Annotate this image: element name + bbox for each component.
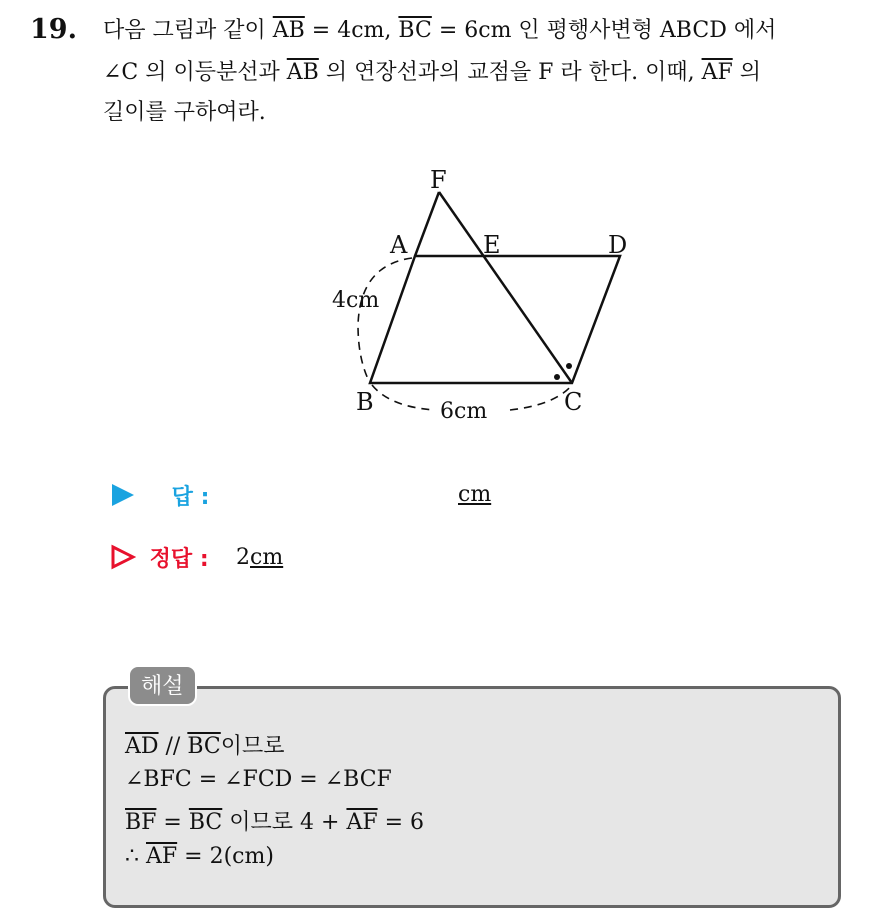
segment-af: $\overline{AF}$ xyxy=(701,60,733,85)
solution-line-2: ∠BFC = ∠FCD = ∠BCF xyxy=(125,767,392,792)
bisector-cf-line xyxy=(439,192,572,383)
solution-line-4: ∴ $\overline{AF} = 2(cm)$ xyxy=(125,844,274,869)
parallelogram-figure xyxy=(320,155,650,435)
dashed-arc-ab xyxy=(358,258,412,383)
segment-bf: $\overline{BF}$ xyxy=(125,810,157,835)
solution-line-3: $\overline{BF} = \overline{BC}$ 이므로 $4 + \overline{AF} = 6$ xyxy=(125,810,425,835)
solution-line-1: $\overline{AD} // \overline{BC}$이므로 xyxy=(125,734,285,759)
parallelogram-abcd xyxy=(370,256,620,383)
point-label-c: C xyxy=(564,388,583,416)
correct-answer-value: 2cm xyxy=(236,545,284,570)
segment-ab: $\overline{AB}$ xyxy=(272,18,305,43)
angle-mark-dot xyxy=(554,374,560,380)
correct-answer-row xyxy=(110,542,209,573)
segment-ad: $\overline{AD}$ xyxy=(125,734,159,759)
question-line-1: 다음 그림과 같이 $\overline{AB} = 4cm$, $\overline{BC} = 6cm$ 인 평행사변형 ABCD 에서 xyxy=(103,18,777,43)
segment-af-line xyxy=(415,192,439,256)
play-triangle-icon xyxy=(110,482,136,508)
point-label-e: E xyxy=(483,231,501,259)
question-number: 19. xyxy=(30,14,77,45)
point-label-b: B xyxy=(356,388,374,416)
side-label-bc: 6cm xyxy=(440,399,488,424)
segment-af: $\overline{AF}$ xyxy=(146,844,178,869)
point-label-a: A xyxy=(390,231,408,259)
solution-box xyxy=(103,686,841,908)
segment-bc: $\overline{BC}$ xyxy=(188,810,223,835)
question-line-2: ∠C 의 이등분선과 $\overline{AB}$ 의 연장선과의 교점을 F 라 한다. 이때, $\overline{AF}$ 의 xyxy=(103,60,761,85)
correct-answer-label: 정답 : xyxy=(149,547,209,572)
segment-bc: $\overline{BC}$ xyxy=(187,734,221,759)
dashed-arc-bc-right xyxy=(510,385,572,410)
answer-unit: cm xyxy=(458,482,492,507)
point-label-f: F xyxy=(430,166,447,194)
dashed-arc-bc xyxy=(372,385,435,410)
solution-tag: 해설 xyxy=(128,665,197,706)
angle-mark-dot xyxy=(566,363,572,369)
answer-row xyxy=(110,480,209,511)
outline-triangle-icon xyxy=(110,544,136,570)
answer-label: 답 : xyxy=(171,485,210,510)
segment-ab: $\overline{AB}$ xyxy=(286,60,319,85)
side-label-ab: 4cm xyxy=(332,288,380,313)
segment-bc: $\overline{BC}$ xyxy=(398,18,432,43)
point-label-d: D xyxy=(608,231,628,259)
question-line-3: 길이를 구하여라. xyxy=(103,100,266,125)
segment-af: $\overline{AF}$ xyxy=(346,810,378,835)
